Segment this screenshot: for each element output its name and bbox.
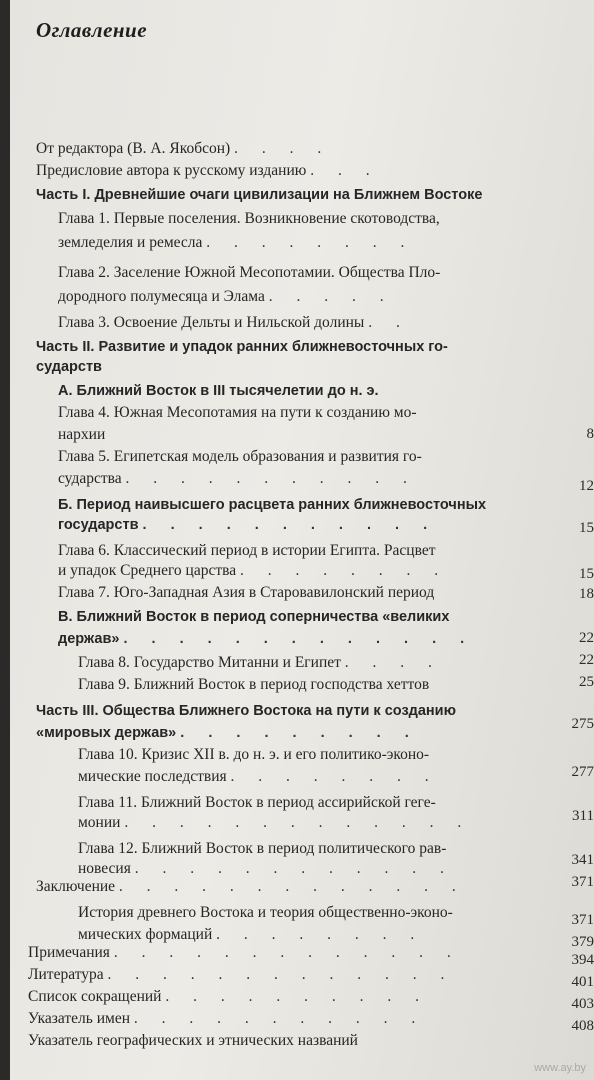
toc-line [58,540,435,562]
toc-entry-text: Примечания [28,944,110,961]
toc-entry-text: сударства [58,470,122,487]
toc-page-number: 18 [579,586,594,602]
toc-leader-dots: . . . . . . . . . . . . . [113,944,461,961]
toc-line [58,494,486,516]
toc-entry-text: От редактора (В. А. Якобсон) [36,140,231,157]
toc-line [58,208,440,230]
toc-line [78,902,453,924]
toc-leader-dots: . . . . . . . . . . . . . [107,966,455,983]
toc-line [28,1030,358,1052]
toc-line [28,964,454,986]
toc-entry-text: Часть II. Развитие и упадок ранних ближневосточных го- [36,339,448,355]
toc-line [28,986,429,1008]
toc-page-number: 275 [571,716,594,732]
toc-entry-text: Указатель географических и этнических названий [28,1032,358,1049]
toc-entry-text: государств [58,517,139,533]
toc-entry-text: новесия [78,860,131,877]
toc-entry-text: В. Ближний Восток в период соперничества «великих [58,609,450,625]
toc-page-number: 371 [571,874,594,890]
toc-line [58,424,105,446]
toc-line [78,792,436,814]
toc-line [58,380,379,402]
toc-page-number: 15 [579,520,594,536]
toc-entry-text: Глава 3. Освоение Дельты и Нильской долины [58,314,365,331]
toc-line [78,838,446,860]
toc-line [78,652,442,674]
toc-leader-dots: . . . . . . . . [240,562,449,579]
toc-entry-text: сударств [36,359,102,375]
toc-line [36,184,482,206]
toc-page-number: 408 [571,1018,594,1034]
toc-entry-text: Глава 1. Первые поселения. Возникновение скотоводства, [58,210,440,227]
toc-page-number: 379 [571,934,594,950]
toc-entry-text: Часть III. Общества Ближнего Востока на пути к созданию [36,703,456,719]
toc-entry-text: Б. Период наивысшего расцвета ранних ближневосточных [58,497,487,513]
toc-page-number: 401 [571,974,594,990]
toc-entry-text: «мировых держав» [36,725,177,741]
toc-entry-text: Глава 2. Заселение Южной Месопотамии. Общества Пло- [58,264,441,281]
toc-page-number: 12 [579,478,594,494]
toc-leader-dots: . . . . [344,654,442,671]
toc-leader-dots: . . . . [234,140,332,157]
toc-page-number: 371 [571,912,594,928]
toc-line [78,812,471,834]
toc-line [78,744,429,766]
toc-entry-text: мических формаций [78,926,213,943]
toc-entry-text: Глава 10. Кризис XII в. до н. э. и его политико-эконо- [78,746,430,763]
toc-leader-dots: . . . . . . . . . . . . [134,860,454,877]
toc-line [58,446,422,468]
toc-leader-dots: . . . . . . . . . . . . . [118,878,466,895]
toc-line [58,262,440,284]
toc-line [58,312,410,334]
toc-leader-dots: . . . . . . . . . . . [142,517,438,533]
toc-leader-dots: . . . [310,162,380,179]
toc-leader-dots: . . . . . . . . . [180,725,419,741]
toc-line [58,628,474,650]
toc-line [58,286,394,308]
toc-leader-dots: . . . . . . . . . . . [125,470,417,487]
toc-line [78,766,439,788]
toc-entry-text: Заключение [36,878,116,895]
toc-entry-text: История древнего Востока и теория общественно-эконо- [78,904,453,921]
toc-page-number: 341 [571,852,594,868]
toc-line [36,336,448,358]
toc-page-number: 15 [579,566,594,582]
toc-entry-text: Глава 8. Государство Митанни и Египет [78,654,341,671]
toc-leader-dots: . . . . . . . . . . . [133,1010,426,1027]
toc-leader-dots: . . . . . [268,288,394,305]
toc-line [78,674,429,696]
toc-page-number: 277 [571,764,594,780]
toc-page-number: 8 [586,426,594,442]
toc-line [36,722,419,744]
watermark: www.ay.by [534,1062,586,1074]
toc-line [58,582,434,604]
toc-leader-dots: . . . . . . . . [230,768,439,785]
toc-entry-text: Часть I. Древнейшие очаги цивилизации на Ближнем Востоке [36,187,483,203]
toc-entry-text: монии [78,814,121,831]
toc-page-number: 311 [572,808,594,824]
toc-entry-text: Предисловие автора к русскому изданию [36,162,307,179]
toc-line [58,560,448,582]
page-title: Оглавление [36,18,148,42]
book-page [10,0,594,1080]
toc-entry-text: Глава 5. Египетская модель образования и развития го- [58,448,422,465]
toc-leader-dots: . . . . . . . . [216,926,425,943]
toc-entry-text: и упадок Среднего царства [58,562,237,579]
toc-entry-text: дородного полумесяца и Элама [58,288,265,305]
toc-entry-text: Литература [28,966,104,983]
toc-page-number: 403 [571,996,594,1012]
toc-entry-text: Глава 9. Ближний Восток в период господства хеттов [78,676,430,693]
toc-entry-text: Глава 4. Южная Месопотамия на пути к созданию мо- [58,404,417,421]
toc-line [58,232,414,254]
toc-entry-text: Указатель имен [28,1010,130,1027]
toc-page-number: 25 [579,674,594,690]
toc-line [36,160,380,182]
toc-line [58,514,437,536]
toc-page-number: 22 [579,630,594,646]
toc-entry-text: А. Ближний Восток в III тысячелетии до н. э. [58,383,379,399]
toc-line [36,876,466,898]
toc-line [28,1008,425,1030]
toc-line [58,606,449,628]
toc-line [36,138,331,160]
toc-line [58,402,417,424]
toc-entry-text: мические последствия [78,768,227,785]
toc-entry-text: держав» [58,631,120,647]
toc-leader-dots: . . . . . . . . [206,234,415,251]
toc-entry-text: нархии [58,426,106,443]
toc-line [58,468,417,490]
toc-leader-dots: . . . . . . . . . . . . . [124,814,472,831]
toc-page-number: 22 [579,652,594,668]
toc-entry-text: Глава 12. Ближний Восток в период политического рав- [78,840,447,857]
toc-leader-dots: . . . . . . . . . . [165,988,429,1005]
toc-entry-text: Глава 11. Ближний Восток в период ассирийской геге- [78,794,436,811]
toc-entry-text: земледелия и ремесла [58,234,203,251]
toc-leader-dots: . . . . . . . . . . . . . [123,631,475,647]
toc-page-number: 394 [571,952,594,968]
toc-line [36,700,456,722]
toc-leader-dots: . . [368,314,410,331]
toc-line [28,942,461,964]
toc-entry-text: Список сокращений [28,988,162,1005]
toc-line [36,356,102,378]
toc-entry-text: Глава 6. Классический период в истории Египта. Расцвет [58,542,436,559]
toc-entry-text: Глава 7. Юго-Западная Азия в Старовавилонский период [58,584,435,601]
